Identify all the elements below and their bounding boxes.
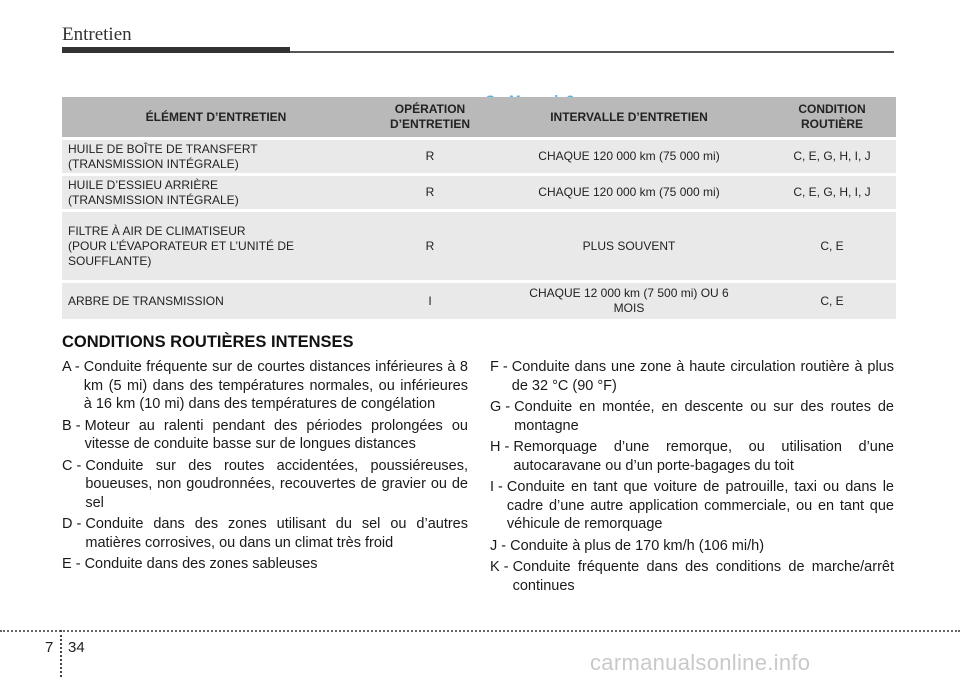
cell-interval: CHAQUE 120 000 km (75 000 mi) bbox=[490, 176, 768, 209]
table-row bbox=[62, 140, 896, 173]
item-text: Conduite en tant que voiture de patrouille, taxi ou dans le cadre d’une autre application commerciale, ou en tant que véhicule de remorquage bbox=[506, 479, 894, 532]
footer-rule bbox=[0, 630, 960, 632]
maintenance-table bbox=[62, 94, 896, 322]
item-text: Conduite dans des zones utilisant du sel ou d’autres matières corrosives, ou dans un climat très froid bbox=[85, 516, 468, 551]
item-letter: J - bbox=[490, 537, 511, 554]
list-item bbox=[490, 438, 894, 475]
cell-operation: R bbox=[370, 212, 490, 280]
item-text: Conduite dans des zones sableuses bbox=[84, 556, 318, 572]
item-text: Conduite fréquente sur de courtes distances inférieures à 8 km (5 mi) dans des températures normales, ou inférieures à 16 km (10 mi) dans des températures de congélation bbox=[83, 359, 468, 412]
list-item bbox=[62, 457, 468, 513]
list-item bbox=[62, 358, 468, 414]
cell-operation: R bbox=[370, 176, 490, 209]
cell-condition: C, E bbox=[768, 283, 896, 319]
cell-condition: C, E bbox=[768, 212, 896, 280]
cell-interval: PLUS SOUVENT bbox=[490, 212, 768, 280]
list-item bbox=[490, 398, 894, 435]
item-text: Moteur au ralenti pendant des périodes prolongées ou vitesse de conduite basse sur de longues distances bbox=[84, 417, 468, 452]
cell-interval: CHAQUE 12 000 km (7 500 mi) OU 6 MOIS bbox=[490, 283, 768, 319]
col-header-item: ÉLÉMENT D’ENTRETIEN bbox=[62, 97, 370, 137]
item-letter: H - bbox=[490, 439, 514, 455]
cell-condition: C, E, G, H, I, J bbox=[768, 176, 896, 209]
item-letter: G - bbox=[490, 399, 515, 415]
list-item bbox=[490, 558, 894, 595]
item-letter: E - bbox=[62, 556, 85, 572]
list-item bbox=[490, 478, 894, 534]
cell-operation: R bbox=[370, 140, 490, 173]
chapter-number: 7 bbox=[45, 639, 54, 656]
header-rule-accent bbox=[62, 47, 290, 53]
cell-condition: C, E, G, H, I, J bbox=[768, 140, 896, 173]
item-letter: D - bbox=[62, 516, 86, 532]
item-letter: I - bbox=[490, 479, 507, 495]
item-text: Conduite sur des routes accidentées, poussiéreuses, boueuses, non goudronnées, recouvertes de gravier ou de sel bbox=[85, 457, 468, 511]
cell-item: HUILE DE BOÎTE DE TRANSFERT (TRANSMISSION INTÉGRALE) bbox=[62, 140, 370, 173]
section-title: CONDITIONS ROUTIÈRES INTENSES bbox=[62, 333, 354, 351]
cell-item: ARBRE DE TRANSMISSION bbox=[62, 283, 370, 319]
watermark-footer-link[interactable]: carmanualsonline.info bbox=[590, 650, 811, 675]
page-header-title: Entretien bbox=[62, 24, 132, 45]
conditions-list-right bbox=[490, 358, 894, 598]
item-letter: B - bbox=[62, 417, 85, 434]
list-item bbox=[490, 537, 894, 556]
item-letter: A - bbox=[62, 359, 84, 375]
item-text: Conduite en montée, en descente ou sur des routes de montagne bbox=[514, 399, 894, 434]
page-number: 34 bbox=[68, 639, 85, 656]
cell-operation: I bbox=[370, 283, 490, 319]
item-text: Remorquage d’une remorque, ou utilisation d’une autocaravane ou d’un porte-bagages du toit bbox=[513, 439, 894, 474]
cell-item: HUILE D’ESSIEU ARRIÈRE (TRANSMISSION INTÉGRALE) bbox=[62, 176, 370, 209]
table-row bbox=[62, 212, 896, 280]
list-item bbox=[490, 358, 894, 395]
item-text: Conduite à plus de 170 km/h (106 mi/h) bbox=[510, 537, 765, 554]
table-row bbox=[62, 283, 896, 319]
item-text: Conduite dans une zone à haute circulation routière à plus de 32 °C (90 °F) bbox=[511, 359, 894, 394]
table-header-row bbox=[62, 97, 896, 137]
conditions-list-left bbox=[62, 358, 468, 577]
cell-interval: CHAQUE 120 000 km (75 000 mi) bbox=[490, 140, 768, 173]
cell-item: FILTRE À AIR DE CLIMATISEUR (POUR L’ÉVAPORATEUR ET L’UNITÉ DE SOUFFLANTE) bbox=[62, 212, 370, 280]
item-letter: K - bbox=[490, 559, 513, 575]
list-item bbox=[62, 555, 468, 574]
table-row bbox=[62, 176, 896, 209]
list-item bbox=[62, 417, 468, 454]
item-text: Conduite fréquente dans des conditions de marche/arrêt continues bbox=[512, 559, 894, 594]
item-letter: C - bbox=[62, 457, 86, 474]
col-header-operation: OPÉRATION D’ENTRETIEN bbox=[370, 97, 490, 137]
footer-divider bbox=[60, 630, 62, 677]
col-header-interval: INTERVALLE D’ENTRETIEN bbox=[490, 97, 768, 137]
col-header-condition: CONDITION ROUTIÈRE bbox=[768, 97, 896, 137]
list-item bbox=[62, 515, 468, 552]
item-letter: F - bbox=[490, 359, 512, 375]
